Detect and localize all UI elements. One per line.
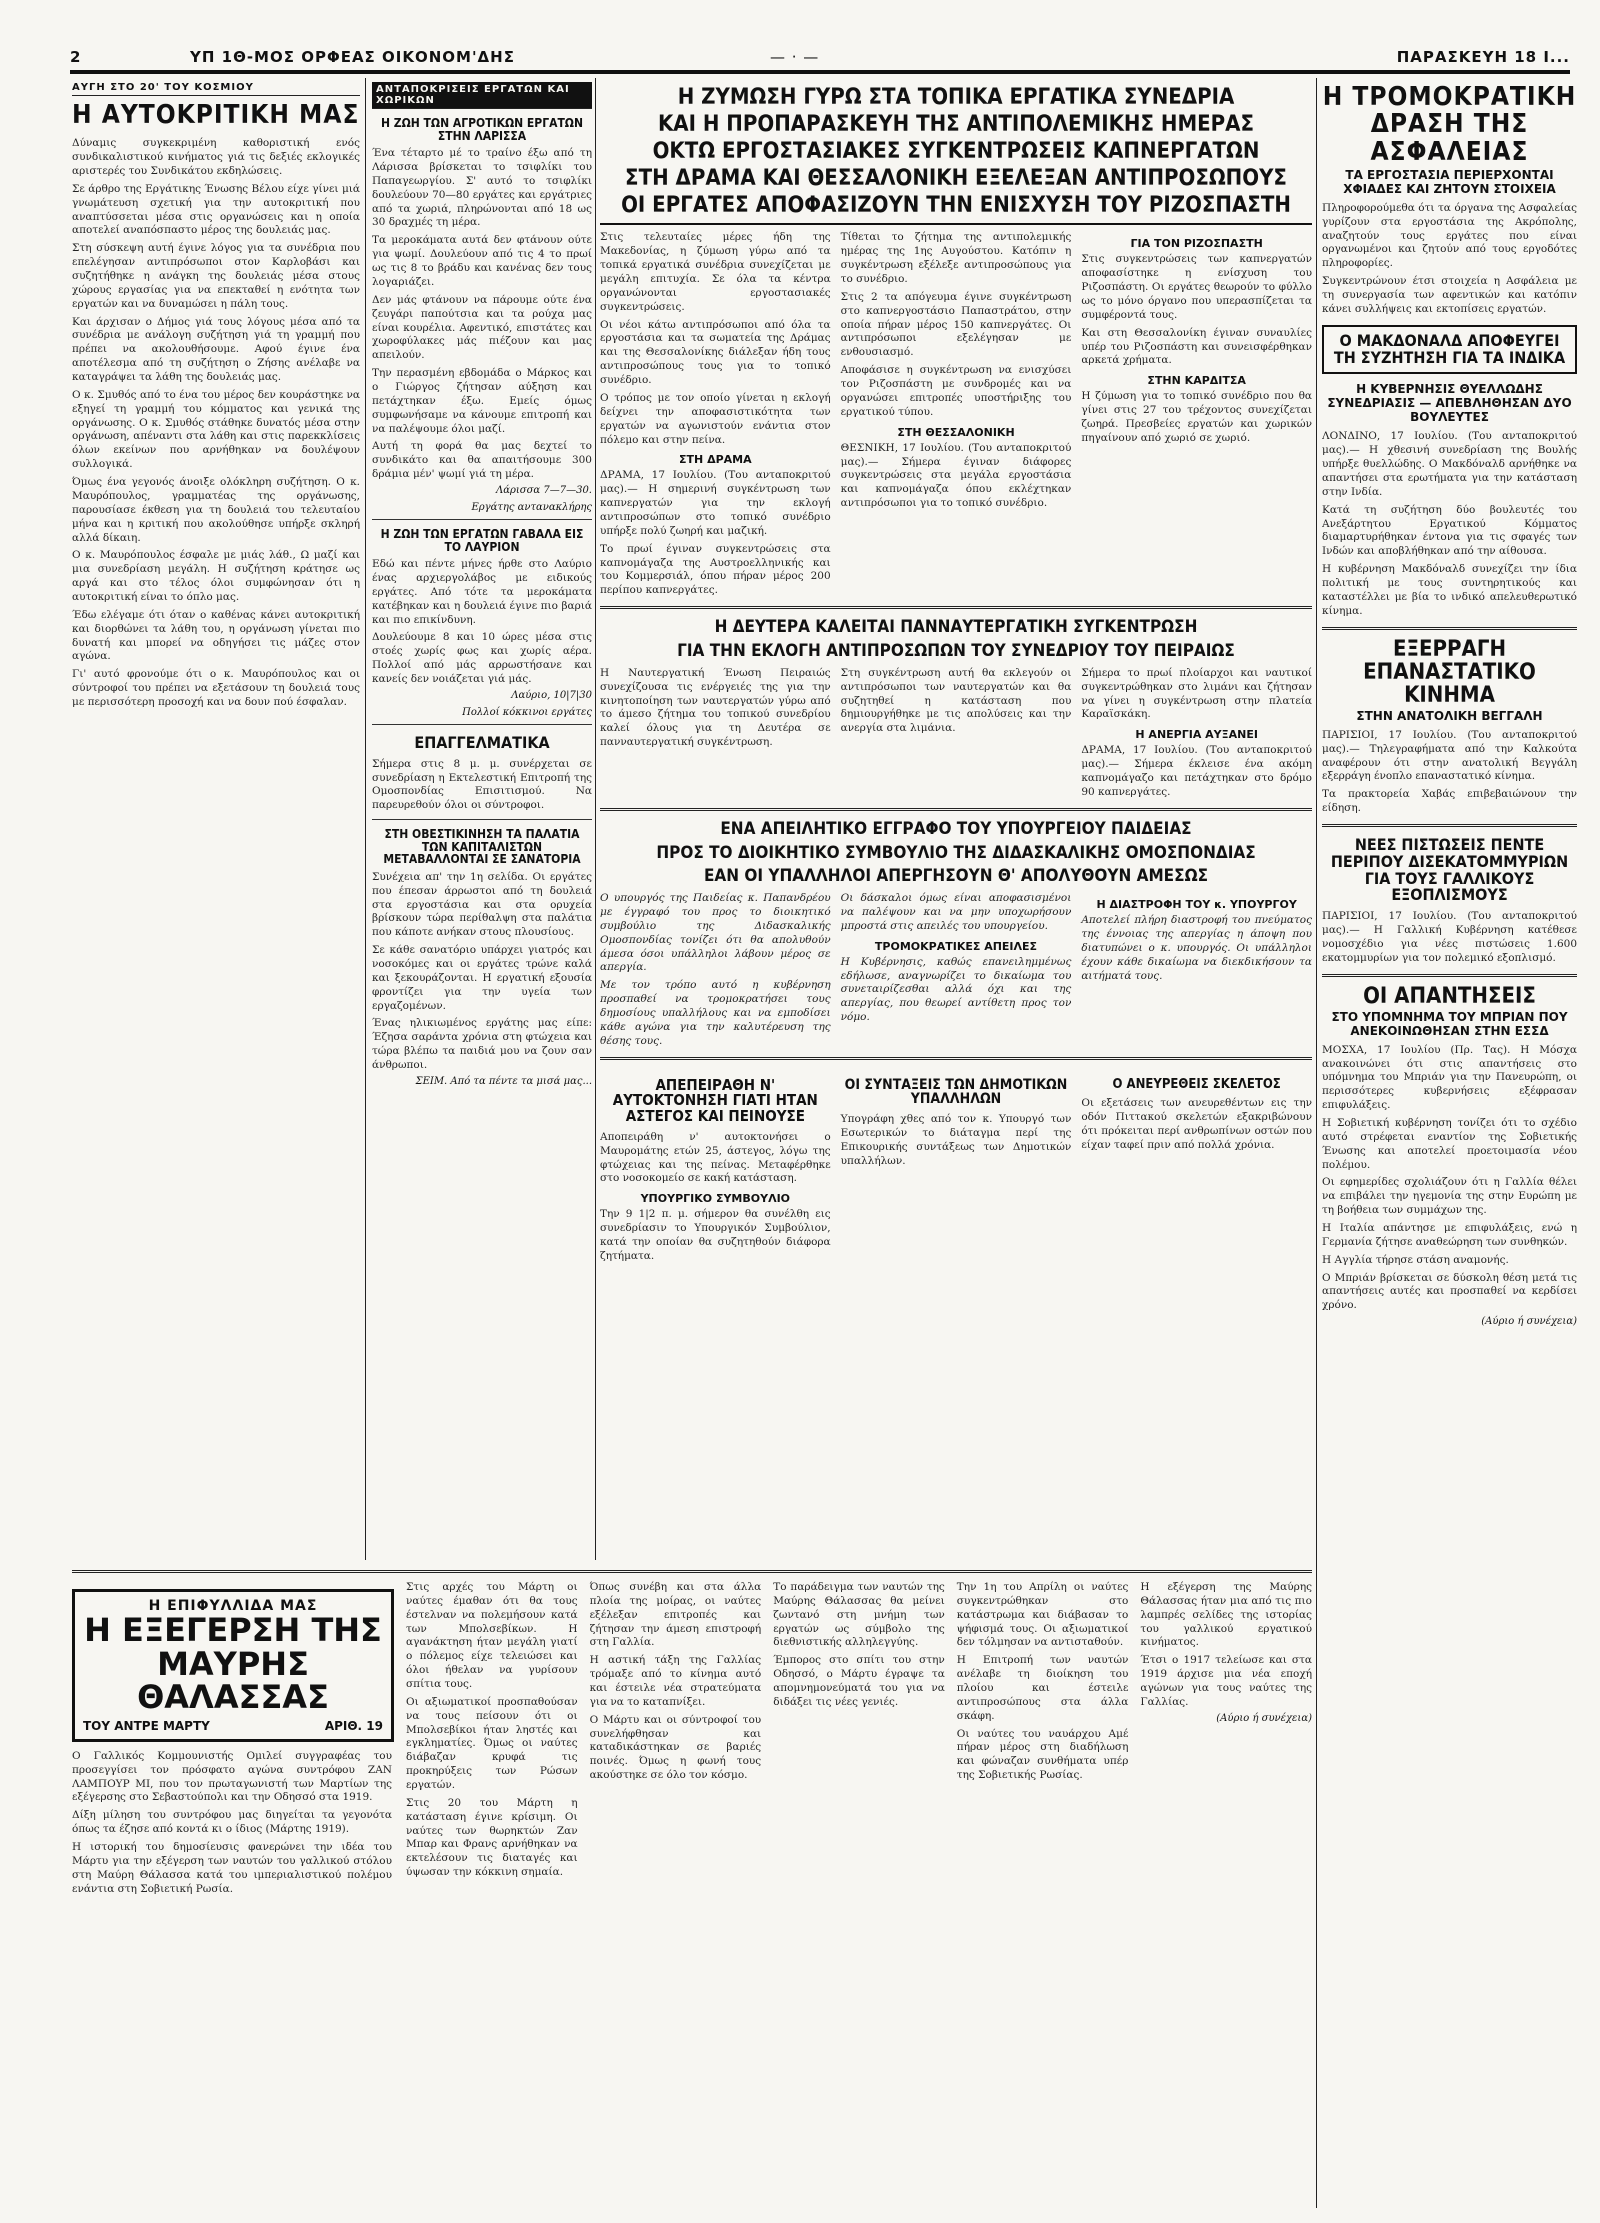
paragraph: Η εξέγερση της Μαύρης Θάλασσας ήταν μια από τις πιο λαμπρές σελίδες της ιστορίας του γαλλικού εργατικού κινήματος.	[1140, 1581, 1312, 1649]
story-column	[841, 667, 1072, 800]
divider	[72, 1570, 1312, 1573]
article-headline: Η ΔΕΥΤΕΡΑ ΚΑΛΕΙΤΑΙ ΠΑΝΝΑΥΤΕΡΓΑΤΙΚΗ ΣΥΓΚΕΝΤΡΩΣΗ	[714, 617, 1198, 638]
banner-line: ΟΙ ΕΡΓΑΤΕΣ ΑΠΟΦΑΣΙΖΟΥΝ ΤΗΝ ΕΝΙΣΧΥΣΗ ΤΟΥ ΡΙΖΟΣΠΑΣΤΗ	[621, 193, 1291, 219]
article-headline: ΕΞΕΡΡΑΓΗ ΕΠΑΝΑΣΤΑΤΙΚΟ ΚΙΝΗΜΑ	[1363, 636, 1536, 708]
paragraph: Έδω ελέγαμε ότι όταν ο καθένας κάνει αυτοκριτική και διορθώνει τα λάθη του, η οργάνωση γίνεται πιο δυνατή και μπορεί να οδηγήσει τις μάζες στον αγώνα.	[72, 608, 360, 663]
paragraph: Ένας ηλικιωμένος εργάτης μας είπε: Έζησα σαράντα χρόνια στη φτώχεια και τώρα βλέπω τα παιδιά μου να ζουν σαν άνθρωποι.	[372, 1017, 592, 1072]
divider	[600, 1057, 1312, 1060]
paragraph: Δίξη μίληση του συντρόφου μας διηγείται τα γεγονότα όπως τα έζησε από κοντά κι ο ίδιος (Μάρτης 1919).	[72, 1809, 392, 1836]
divider	[372, 519, 592, 520]
paragraph: Στη συγκέντρωση αυτή θα εκλεγούν οι αντιπρόσωποι των ναυτεργατών και θα συζητηθεί η κατάσταση που δημιουργήθηκε με τις απολύσεις και την ανεργία στα λιμάνια.	[840, 666, 1072, 735]
paragraph: Την 9 1|2 π. μ. σήμερον θα συνέλθη εις συνεδρίασιν το Υπουργικόν Συμβούλιον, κατά την οποίαν θα συζητηθούν διάφορα ζητήματα.	[600, 1208, 831, 1262]
serial-title: Η ΕΞΕΓΕΡΣΗ ΤΗΣ ΜΑΥΡΗΣ ΘΑΛΑΣΣΑΣ	[84, 1611, 382, 1717]
story-column	[841, 231, 1072, 598]
paragraph: ΜΟΣΧΑ, 17 Ιουλίου (Πρ. Τας). Η Μόσχα ανακοινώνει ότι στις απαντήσεις στο υπόμνημα του Μπριάν για την Πανευρώπη, οι περισσότερες κυβερνήσεις εξέφρασαν επιφυλάξεις.	[1322, 1043, 1577, 1112]
story-column	[600, 1068, 831, 1264]
paragraph: Ο κ. Μαυρόπουλος έσφαλε με μιάς λάθ., Ω μαζί και μια συνεδρίαση μεγάλη. Η συζήτηση κράτησε ως αργά και στο τέλος όλοι συμφώνησαν ότι η αυτοκριτική είναι το όπλο μας.	[72, 549, 360, 603]
paragraph: Δύναμις συγκεκριμένη καθοριστική ενός συνδικαλιστικού κινήματος γιά τις δεξιές εκλογικές αριστερές του Συνδικάτου εκδηλώσεις.	[72, 137, 360, 178]
article-headline: ΕΑΝ ΟΙ ΥΠΑΛΛΗΛΟΙ ΑΠΕΡΓΗΣΟΥΝ Θ' ΑΠΟΛΥΘΟΥΝ ΑΜΕΣΩΣ	[703, 866, 1209, 887]
paragraph: ΔΡΑΜΑ, 17 Ιουλίου. (Του ανταποκριτού μας).— Η σημερινή συγκέντρωση των καπνεργατών για την εκλογή αντιπροσώπων στο τοπικό συνέδριο υπήρξε πολύ ζωηρή και μαζική.	[600, 469, 831, 537]
paragraph: Οι αξιωματικοί προσπαθούσαν να τους πείσουν ότι οι Μπολσεβίκοι ήταν ληστές και εγκληματίες. Όμως οι ναύτες διάβαζαν κρυφά τις προκηρύξεις των Ρώσων εργατών.	[406, 1695, 578, 1792]
paragraph: Στις 2 τα απόγευμα έγινε συγκέντρωση στο καπνεργοστάσιο Παπαστράτου, στην οποία πήραν μέρος 150 καπνεργάτες. Οι αντιπρόσωποι εξελέγησαν με ενθουσιασμό.	[840, 290, 1072, 359]
continuation-note: (Αύριο ή συνέχεια)	[1216, 1712, 1312, 1724]
story-column	[406, 1581, 578, 1896]
signature: Πολλοί κόκκινοι εργάτες	[462, 706, 592, 718]
story-column	[773, 1581, 945, 1896]
story-column	[1081, 667, 1312, 800]
paragraph: Αποτελεί πλήρη διαστροφή του πνεύματος της έννοιας της απεργίας η άποψη που διατυπώνει ο κ. υπουργός. Οι υπάλληλοι έχουν κάθε δικαίωμα να διεκδικήσουν τα αιτήματά τους.	[1081, 914, 1312, 982]
paragraph: Και στη Θεσσαλονίκη έγιναν συναυλίες υπέρ του Ριζοσπάστη και συνεισφέρθηκαν αρκετά χρήματα.	[1081, 326, 1312, 367]
subhead: ΥΠΟΥΡΓΙΚΟ ΣΥΜΒΟΥΛΙΟ	[640, 1192, 791, 1206]
story-column	[1081, 231, 1312, 598]
paragraph: Ένα τέταρτο μέ το τραίνο έξω από τη Λάρισσα βρίσκεται το τσιφλίκι του Παπαγεωργίου. Σ' αυτό το τσιφλίκι δουλεύουν 70—80 εργάτες και εργάτριες από τα χωριά, πληρώνονται από 18 ως 30 δραχμές τη μέρα.	[372, 147, 592, 229]
column-foreign-news	[1322, 82, 1577, 2202]
paragraph: Στις συγκεντρώσεις των καπνεργατών αποφασίστηκε η ενίσχυση του Ριζοσπάστη. Οι εργάτες θεωρούν το φύλλο ως το μόνο όργανο που υπερασπίζεται τα συμφέροντά τους.	[1081, 253, 1312, 321]
column-correspondence	[372, 82, 592, 1560]
paragraph: Οι νέοι κάτω αντιπρόσωποι από όλα τα εργοστάσια και τα σωματεία της Δράμας και της Θεσσαλονίκης διάλεξαν ήδη τους αντιπροσώπους τους για το τοπικό συνέδριο.	[600, 318, 831, 387]
banner-line: ΚΑΙ Η ΠΡΟΠΑΡΑΣΚΕΥΗ ΤΗΣ ΑΝΤΙΠΟΛΕΜΙΚΗΣ ΗΜΕΡΑΣ	[657, 112, 1255, 138]
paragraph: Οι εξετάσεις των ανευρεθέντων εις την οδόν Πιττακού σκελετών εξακριβώνουν ότι πρόκειται περί ανθρωπίνων οστών που είχαν ταφεί πριν από πολλά χρόνια.	[1081, 1097, 1312, 1151]
paragraph: Όπως συνέβη και στα άλλα πλοία της μοίρας, οι ναύτες εξέλεξαν επιτροπές και ζήτησαν την άμεση επιστροφή στη Γαλλία.	[589, 1581, 762, 1649]
banner-line: ΣΤΗ ΔΡΑΜΑ ΚΑΙ ΘΕΣΣΑΛΟΝΙΚΗ ΕΞΕΛΕΞΑΝ ΑΝΤΙΠΡΟΣΩΠΟΥΣ	[625, 166, 1287, 192]
story-column	[590, 1581, 762, 1896]
front-news-block	[600, 82, 1312, 1560]
story-column	[600, 667, 831, 800]
paragraph: Αυτή τη φορά θα μας δεχτεί το συνδικάτο και θα απαιτήσουμε 300 δράμια μέν' ψωμί γιά τη μέρα.	[372, 440, 592, 481]
subheadline: Η ΚΥΒΕΡΝΗΣΙΣ ΘΥΕΛΛΩΔΗΣ ΣΥΝΕΔΡΙΑΣΙΣ — ΑΠΕΒΛΗΘΗΣΑΝ ΔΥΟ ΒΟΥΛΕΥΤΕΣ	[1327, 382, 1572, 425]
paragraph: ΔΡΑΜΑ, 17 Ιουλίου. (Του ανταποκριτού μας).— Σήμερα έκλεισε ένα ακόμη καπνομάγαζο και πετάχτηκαν στο δρόμο 90 καπνεργάτες.	[1081, 744, 1312, 798]
paragraph: Κατά τη συζήτηση δύο βουλευτές του Ανεξάρτητου Εργατικού Κόμματος διαμαρτυρήθηκαν έντονα για τις σφαγές των Ινδών και αποβλήθηκαν από την αίθουσα.	[1322, 503, 1577, 558]
column-rule	[1316, 78, 1317, 2208]
paragraph: Ο Μπριάν βρίσκεται σε δύσκολη θέση μετά τις απαντήσεις αυτές και προσπαθεί να κερδίσει χρόνο.	[1322, 1271, 1577, 1312]
divider	[1322, 627, 1577, 630]
signature: Εργάτης αντανακλήρης	[471, 501, 592, 513]
paragraph: Η Κυβέρνησις, καθώς επανειλημμένως εδήλωσε, αναγνωρίζει το δικαίωμα του συνεταιρίζεσθαι αλλά όχι και της απεργίας, που θεωρεί αντίθετη προς τον νόμο.	[840, 955, 1072, 1024]
paragraph: Την περασμένη εβδομάδα ο Μάρκος και ο Γιώργος ζήτησαν αύξηση και πετάχτηκαν έξω. Εμείς όμως συμφωνήσαμε να κάνουμε επιτροπή και να παλέψουμε όλοι μαζί.	[372, 367, 592, 435]
story-column	[1081, 892, 1312, 1048]
serial-section	[72, 1570, 1312, 2210]
paragraph: Δεν μάς φτάνουν να πάρουμε ούτε ένα ζευγάρι παπούτσια και τα ρούχα μας είναι κουρέλια. Αφεντικό, επιστάτες και χωροφύλακες μάς πιέζουν και μας απειλούν.	[372, 293, 592, 362]
lead-story-columns	[600, 231, 1312, 598]
article-headline: ΓΙΑ ΤΗΝ ΕΚΛΟΓΗ ΑΝΤΙΠΡΟΣΩΠΩΝ ΤΟΥ ΣΥΝΕΔΡΙΟΥ ΤΟΥ ΠΕΙΡΑΙΩΣ	[677, 640, 1235, 661]
article-headline: Η ΑΥΤΟΚΡΙΤΙΚΗ ΜΑΣ	[72, 100, 360, 130]
paragraph: Στη σύσκεψη αυτή έγινε λόγος για τα συνέδρια που επελέγησαν αντιπρόσωποι στον Καρλοβάσι και συζητήθηκε η ανάγκη της δουλειάς μέσα στους χώρους εργασίας για να επεκταθεί η ενότητα των εργατών και να δυναμώσει η πάλη τους.	[72, 242, 360, 310]
paragraph: Την 1η του Απρίλη οι ναύτες συγκεντρώθηκαν στο κατάστρωμα και διάβασαν το ψήφισμά τους. Οι αξιωματικοί δεν τόλμησαν να αντισταθούν.	[956, 1581, 1129, 1649]
paragraph: Γι' αυτό φρονούμε ότι ο κ. Μαυρόπουλος και οι σύντροφοί του πρέπει να εξετάσουν τη δουλειά τους με περισσότερη προσοχή και να δουν πού έσφαλαν.	[72, 668, 360, 708]
paragraph: Η Ιταλία απάντησε με επιφυλάξεις, ενώ η Γερμανία ζήτησε αναθεώρηση των συνθηκών.	[1322, 1222, 1577, 1248]
subheadline: ΣΤΟ ΥΠΟΜΝΗΜΑ ΤΟΥ ΜΠΡΙΑΝ ΠΟΥ ΑΝΕΚΟΙΝΩΘΗΣΑΝ ΣΤΗΝ ΕΣΣΔ	[1331, 1009, 1568, 1038]
paragraph: Σε κάθε σανατόριο υπάρχει γιατρός και νοσοκόμες και οι εργάτες τρώνε καλά και ξεκουράζονται. Η εργατική εξουσία φροντίζει για την υγεία των εργαζομένων.	[372, 944, 592, 1012]
column-rule	[595, 78, 596, 1560]
paragraph: Υπογράφη χθες από τον κ. Υπουργό των Εσωτερικών το διάταγμα περί της Επικουρικής συντάξεως των Δημοτικών υπαλλήλων.	[840, 1113, 1072, 1167]
article-headline: ΠΡΟΣ ΤΟ ΔΙΟΙΚΗΤΙΚΟ ΣΥΜΒΟΥΛΙΟ ΤΗΣ ΔΙΔΑΣΚΑΛΙΚΗΣ ΟΜΟΣΠΟΝΔΙΑΣ	[656, 842, 1256, 863]
subhead: ΤΡΟΜΟΚΡΑΤΙΚΕΣ ΑΠΕΙΛΕΣ	[874, 939, 1038, 953]
article-headline: ΟΙ ΣΥΝΤΑΞΕΙΣ ΤΩΝ ΔΗΜΟΤΙΚΩΝ ΥΠΑΛΛΗΛΩΝ	[844, 1076, 1068, 1108]
serial-kicker: Η ΕΠΙΦΥΛΛΙΔΑ ΜΑΣ	[148, 1598, 318, 1614]
serial-body-columns	[406, 1581, 1312, 1896]
paragraph: Η ιστορική του δημοσίευσις φανερώνει την ιδέα του Μάρτυ για την εξέγερση των ναυτών του γαλλικού στόλου στη Μαύρη Θάλασσα κατά του ιμπεριαλιστικού πολέμου ενάντια στη Σοβιετική Ρωσία.	[72, 1840, 392, 1895]
paragraph: Οι ναύτες του ναυάρχου Αμέ πήραν μέρος στη διαδήλωση και φώναζαν συνθήματα υπέρ της Σοβιετικής Ρωσίας.	[956, 1727, 1129, 1782]
subheadline: ΣΤΗΝ ΑΝΑΤΟΛΙΚΗ ΒΕΓΓΑΛΗ	[1356, 708, 1543, 723]
subhead: ΓΙΑ ΤΟΝ ΡΙΖΟΣΠΑΣΤΗ	[1130, 237, 1263, 251]
paragraph: Έτσι ο 1917 τελείωσε και στα 1919 άρχισε μια νέα εποχή αγώνων για τους ναύτες της Γαλλίας.	[1140, 1654, 1312, 1708]
editor-line: ΥΠ 1Θ-ΜΟΣ ΟΡΦΕΑΣ ΟΙΚΟΝΟΜ'ΔΗΣ	[190, 48, 515, 66]
article-headline: Η ΤΡΟΜΟΚΡΑΤΙΚΗ ΔΡΑΣΗ ΤΗΣ ΑΣΦΑΛΕΙΑΣ	[1322, 82, 1577, 167]
main-banner	[600, 86, 1312, 225]
section-headline: ΕΠΑΓΓΕΛΜΑΤΙΚΑ	[414, 732, 550, 752]
article-headline: ΕΝΑ ΑΠΕΙΛΗΤΙΚΟ ΕΓΓΡΑΦΟ ΤΟΥ ΥΠΟΥΡΓΕΙΟΥ ΠΑΙΔΕΙΑΣ	[720, 818, 1192, 839]
column-rule	[365, 78, 366, 1560]
paragraph: Οι εφημερίδες σχολιάζουν ότι η Γαλλία θέλει να επιβάλει την ηγεμονία της στην Ευρώπη με τη βοήθεια των συμμάχων της.	[1322, 1176, 1577, 1217]
paragraph: Στις τελευταίες μέρες ήδη της Μακεδονίας, η ζύμωση γύρω από τα τοπικά εργατικά συνέδρια συνεχίζεται με μεγάλη επιτυχία. Σε όλα τα κέντρα οργανώνονται εργοστασιακές συγκεντρώσεις.	[600, 231, 831, 313]
paragraph: Η κυβέρνηση Μακδόναλδ συνεχίζει την ίδια πολιτική με τους συντηρητικούς και καταστέλλει με βία το ινδικό απελευθερωτικό κίνημα.	[1322, 563, 1577, 617]
serial-layout	[72, 1581, 1312, 1896]
paragraph: ΠΑΡΙΣΙΟΙ, 17 Ιουλίου. (Του ανταποκριτού μας).— Η Γαλλική Κυβέρνηση κατέθεσε νομοσχέδιο για νέες πιστώσεις 1.600 εκατομμυρίων για τον πολεμικό εξοπλισμό.	[1322, 910, 1577, 964]
column-kicker: ΑΥΓΗ ΣΤΟ 20' ΤΟΥ ΚΟΣΜΙΟΥ	[72, 82, 360, 96]
paragraph: Η αστική τάξη της Γαλλίας τρόμαξε από το κίνημα αυτό και έστειλε νέα στρατεύματα για να το καταπνίξει.	[589, 1654, 762, 1708]
story-column	[841, 1068, 1072, 1264]
paragraph: Εδώ και πέντε μήνες ήρθε στο Λαύριο ένας αρχιεργολάβος με ειδικούς εργάτες. Από τότε τα μεροκάματα κατέβηκαν και η δουλειά έγινε πιο βαριά και πιο επικίνδυνη.	[372, 558, 592, 626]
article-headline: Η ΖΩΗ ΤΩΝ ΕΡΓΑΤΩΝ ΓΑΒΑΛΑ ΕΙΣ ΤΟ ΛΑΥΡΙΟΝ	[380, 526, 584, 554]
paragraph: Ο τρόπος με τον οποίο γίνεται η εκλογή δείχνει την αποφασιστικότητα των εργατών να αγωνιστούν ενάντια στον πόλεμο και στην πείνα.	[600, 391, 831, 446]
column-self-criticism	[72, 82, 360, 1560]
banner-line: ΟΚΤΩ ΕΡΓΟΣΤΑΣΙΑΚΕΣ ΣΥΓΚΕΝΤΡΩΣΕΙΣ ΚΑΠΝΕΡΓΑΤΩΝ	[652, 139, 1260, 165]
subhead: ΣΤΗ ΘΕΣΣΑΛΟΝΙΚΗ	[897, 425, 1015, 439]
paragraph: Το πρωί έγιναν συγκεντρώσεις στα καπνομάγαζα της Αυστροελληνικής και του Κομμερσιάλ, όπου πήραν μέρος 200 περίπου καπνεργάτες.	[600, 542, 831, 597]
issue-date: ΠΑΡΑΣΚΕΥΗ 18 Ι...	[1396, 48, 1570, 66]
subhead: Η ΑΝΕΡΓΙΑ ΑΥΞΑΝΕΙ	[1135, 728, 1258, 742]
subhead: ΣΤΗ ΔΡΑΜΑ	[679, 453, 752, 467]
banner-line: Η ΖΥΜΩΣΗ ΓΥΡΩ ΣΤΑ ΤΟΠΙΚΑ ΕΡΓΑΤΙΚΑ ΣΥΝΕΔΡΙΑ	[677, 85, 1235, 110]
dateline: Λαύριο, 10|7|30	[511, 689, 592, 701]
boxed-headline	[1322, 325, 1577, 375]
paragraph: Αποφάσισε η συγκέντρωση να ενισχύσει τον Ριζοσπάστη με συνδρομές και να οργανώσει επιτροπές υποστήριξης του εργατικού τύπου.	[840, 364, 1072, 418]
subhead: Η ΔΙΑΣΤΡΟΦΗ ΤΟΥ κ. ΥΠΟΥΡΓΟΥ	[1096, 898, 1297, 912]
paragraph: ΛΟΝΔΙΝΟ, 17 Ιουλίου. (Του ανταποκριτού μας).— Η χθεσινή συνεδρίαση της Βουλής υπήρξε θυελλώδης. Ο Μακδόναλδ αρνήθηκε να απαντήσει στα ερωτήματα για την κατάσταση στην Ινδία.	[1322, 430, 1577, 498]
divider	[600, 606, 1312, 609]
paragraph: Αποπειράθη ν' αυτοκτονήσει ο Μαυρομάτης ετών 25, άστεγος, λόγω της φτώχειας και της πείνας. Μεταφέρθηκε στο νοσοκομείο σε κακή κατάσταση.	[600, 1130, 831, 1185]
divider	[600, 808, 1312, 811]
paragraph: Η Ναυτεργατική Ένωση Πειραιώς συνεχίζουσα τις ενέργειές της για την κινητοποίηση των ναυτεργατών γύρω από το άμεσο ζήτημα του τοπικού συνεδρίου καλεί όλους για τη Δευτέρα σε πανναυτεργατική συγκέντρωση.	[600, 666, 831, 749]
ministry-columns	[600, 892, 1312, 1048]
paragraph: Στις 20 του Μάρτη η κατάσταση έγινε κρίσιμη. Οι ναύτες των θωρηκτών Ζαν Μπαρ και Φρανς αρνήθηκαν να εκτελέσουν τις διαταγές και ύψωσαν την κόκκινη σημαία.	[406, 1796, 578, 1879]
paragraph: Σε άρθρο της Εργάτικης Ένωσης Βέλου είχε γίνει μιά γνωμάτευση σχετική για την αυτοκριτική που αναπτύσσεται μέσα στις οργανώσεις και η οποία αποτελεί αναπόσπαστο μέρος της δουλειάς μας.	[72, 182, 360, 237]
paragraph: Η Σοβιετική κυβέρνηση τονίζει ότι το σχέδιο αυτό στρέφεται εναντίον της Σοβιετικής Ένωσης και αποτελεί προετοιμασία νέου πολέμου.	[1322, 1116, 1577, 1171]
article-body	[72, 137, 360, 710]
subhead: ΣΤΗΝ ΚΑΡΔΙΤΣΑ	[1147, 374, 1246, 388]
page-number: 2	[70, 48, 82, 66]
paragraph: Και άρχισαν ο Δήμος γιά τους λόγους μέσα από τα συνέδρια με ανάλογη συζήτηση γιά τη γραμμή που πρέπει να ακολουθήσουμε. Αφού έγινε ένα αποτέλεσμα από τη συζήτηση ο Ζήσης ανέλαβε να καταγράψει τα λάθη της δουλειάς μας.	[72, 315, 360, 384]
paragraph: Έμπορος στο σπίτι του στην Οδησσό, ο Μάρτυ έγραψε τα απομνημονεύματά του για να διδάξει τις νέες γενιές.	[773, 1654, 945, 1708]
article-headline: ΝΕΕΣ ΠΙΣΤΩΣΕΙΣ ΠΕΝΤΕ ΠΕΡΙΠΟΥ ΔΙΣΕΚΑΤΟΜΜΥΡΙΩΝ ΓΙΑ ΤΟΥΣ ΓΑΛΛΙΚΟΥΣ ΕΞΟΠΛΙΣΜΟΥΣ	[1330, 834, 1569, 905]
serial-author: ΤΟΥ ΑΝΤΡΕ ΜΑΡΤΥ	[83, 1718, 210, 1733]
story-column	[600, 231, 831, 598]
paragraph: Τα πρακτορεία Χαβάς επιβεβαιώνουν την είδηση.	[1322, 788, 1577, 815]
paragraph: Ο Γαλλικός Κομμουνιστής Ομιλεί συγγραφέας του προσεγγίσει τον πρόσφατο αγώνα συντρόφου ΖΑΝ ΛΑΜΠΟΥΡ ΜΙ, που τον πρωταγωνιστή των Μαρτίων της εξέγερσης στο Σεβαστούπολι και την Οδησσό στα 1919.	[72, 1749, 392, 1804]
serial-intro-column	[72, 1581, 392, 1896]
story-column	[1140, 1581, 1312, 1896]
subheadline: ΤΑ ΕΡΓΟΣΤΑΣΙΑ ΠΕΡΙΕΡΧΟΝΤΑΙ ΧΦΙΑΔΕΣ ΚΑΙ ΖΗΤΟΥΝ ΣΤΟΙΧΕΙΑ	[1343, 167, 1556, 196]
paragraph: Με τον τρόπο αυτό η κυβέρνηση προσπαθεί να τρομοκρατήσει τους δημοσίους υπαλλήλους και να εμποδίσει κάθε αγώνα για την καλυτέρευση της θέσης τους.	[600, 979, 831, 1047]
short-news-row	[600, 1068, 1312, 1264]
paragraph: Η Αγγλία τήρησε στάση αναμονής.	[1322, 1253, 1509, 1266]
signature: ΣΕΙΜ. Από τα πέντε τα μισά μας...	[415, 1075, 592, 1087]
serial-number: ΑΡΙΘ. 19	[324, 1718, 383, 1733]
paragraph: Οι δάσκαλοι όμως είναι αποφασισμένοι να παλέψουν και να μην υποχωρήσουν μπροστά στις απειλές του υπουργείου.	[840, 892, 1072, 932]
paragraph: Συγκεντρώνουν έτσι στοιχεία η Ασφάλεια με τη συνεργασία των αφεντικών και κατόπιν κάνει συλλήψεις και εκτοπίσεις εργατών.	[1322, 275, 1577, 315]
divider	[372, 819, 592, 820]
story-column	[1081, 1068, 1312, 1264]
paragraph: Η ζύμωση για το τοπικό συνέδριο που θα γίνει στις 27 του τρέχοντος συνεχίζεται ζωηρά. Πρεσβείες εργατών και χωρικών πηγαίνουν από χωριό σε χωριό.	[1081, 390, 1312, 444]
paragraph: Τα μεροκάματα αυτά δεν φτάνουν ούτε για ψωμί. Δουλεύουν από τις 4 το πρωί ως τις 8 το βράδυ και κανένας δεν τους λογαριάζει.	[372, 234, 592, 288]
article-headline: ΟΙ ΑΠΑΝΤΗΣΕΙΣ	[1363, 983, 1536, 1009]
paragraph: Η Επιτροπή των ναυτών ανέλαβε τη διοίκηση του πλοίου και έστειλε αντιπροσώπους στα άλλα σκάφη.	[956, 1654, 1129, 1722]
continuation-note: (Αύριο ή συνέχεια)	[1481, 1316, 1577, 1328]
divider	[1322, 824, 1577, 827]
masthead-ornament: — · —	[770, 48, 820, 66]
paragraph: Σήμερα στις 8 μ. μ. συνέρχεται σε συνεδρίαση η Εκτελεστική Επιτροπή της Ομοσπονδίας Επισιτισμού. Να παρευρεθούν όλοι οι σύντροφοι.	[372, 757, 592, 812]
paragraph: Ο υπουργός της Παιδείας κ. Παπανδρέου με έγγραφό του προς το διοικητικό συμβούλιο της Διδασκαλικής Ομοσπονδίας τονίζει ότι θα απολυθούν άμεσα όσοι υπάλληλοι λάβουν μέρος σε απεργία.	[600, 892, 831, 974]
paragraph: Δουλεύουμε 8 και 10 ώρες μέσα στις στοές χωρίς φως και χωρίς αέρα. Πολλοί από μάς αρρωστήσανε και κανείς δεν νοιάζεται γιά μάς.	[372, 631, 592, 686]
divider	[1322, 974, 1577, 977]
piraeus-columns	[600, 667, 1312, 800]
serial-title-box	[72, 1589, 394, 1742]
story-column	[841, 892, 1072, 1048]
article-headline: Η ΖΩΗ ΤΩΝ ΑΓΡΟΤΙΚΩΝ ΕΡΓΑΤΩΝ ΣΤΗΝ ΛΑΡΙΣΣΑ	[380, 116, 584, 143]
paragraph: Στις αρχές του Μάρτη οι ναύτες έμαθαν ότι θα τους έστελναν να πολεμήσουν κατά των Μπολσεβίκων. Η αγανάκτηση ήταν μεγάλη γιατί ο πόλεμος είχε τελειώσει και όλοι ήθελαν να γυρίσουν σπίτια τους.	[406, 1581, 578, 1691]
serial-byline	[83, 1719, 383, 1733]
paragraph: Ο Μάρτυ και οι σύντροφοί του συνελήφθησαν και καταδικάστηκαν σε βαριές ποινές. Όμως η φωνή τους ακούστηκε σε όλο τον κόσμο.	[589, 1713, 762, 1782]
paragraph: Όμως ένα γεγονός άνοιξε ολόκληρη συζήτηση. Ο κ. Μαυρόπουλος, γραμματέας της οργάνωσης, παρουσίασε έκθεση για τη δουλειά του τελευταίου μήνα και η κριτική που ακολούθησε υπήρξε σκληρή αλλά δίκαιη.	[72, 476, 360, 544]
paragraph: ΠΑΡΙΣΙΟΙ, 17 Ιουλίου. (Του ανταποκριτού μας).— Τηλεγραφήματα από την Καλκούτα αναφέρουν ότι στην ανατολική Βεγγάλη εξερράγη ένοπλο επαναστατικό κίνημα.	[1322, 728, 1577, 783]
dateline: Λάρισσα 7—7—30.	[496, 484, 592, 496]
paragraph: Το παράδειγμα των ναυτών της Μαύρης Θάλασσας θα μείνει ζωντανό στη μνήμη των εργατών ως σύμβολο της διεθνιστικής αλληλεγγύης.	[773, 1581, 945, 1649]
paragraph: Σήμερα το πρωί πλοίαρχοι και ναυτικοί συγκεντρώθηκαν στο λιμάνι και ζήτησαν να γίνει η συγκέντρωση στην πλατεία Καραϊσκάκη.	[1081, 666, 1312, 721]
paragraph: Ο κ. Σμυθός από το ένα του μέρος δεν κουράστηκε να εξηγεί τη γραμμή του κόμματος και γενικά της οργάνωσης. Ο κ. Σμυθός στάθηκε δυνατός μέσα στην οργάνωση, απέναντι στα λάθη και στις παρεκκλίσεις όλων εκείνων που αρνήθηκαν να δουλέψουν συλλογικά.	[72, 388, 360, 471]
article-headline: ΣΤΗ ΟΒΕΣΤΙΚΙΝΗΣΗ ΤΑ ΠΑΛΑΤΙΑ ΤΩΝ ΚΑΠΙΤΑΛΙΣΤΩΝ ΜΕΤΑΒΑΛΛΟΝΤΑΙ ΣΕ ΣΑΝΑΤΟΡΙΑ	[383, 827, 581, 867]
masthead-bar	[70, 48, 1570, 74]
article-headline: Ο ΜΑΚΔΟΝΑΛΔ ΑΠΟΦΕΥΓΕΙ ΤΗ ΣΥΖΗΤΗΣΗ ΓΙΑ ΤΑ ΙΝΔΙΚΑ	[1333, 330, 1566, 367]
paragraph: Τίθεται το ζήτημα της αντιπολεμικής ημέρας της 1ης Αυγούστου. Κατόπιν η συγκέντρωση εξέλεξε αντιπροσώπους για το συνέδριο.	[840, 231, 1072, 286]
divider	[372, 724, 592, 725]
article-headline: Ο ΑΝΕΥΡΕΘΕΙΣ ΣΚΕΛΕΤΟΣ	[1112, 1076, 1281, 1092]
paragraph: Συνέχεια απ' την 1η σελίδα. Οι εργάτες που έπεσαν άρρωστοι από τη δουλειά στα εργοστάσια και στα ορυχεία βρίσκουν τώρα περίθαλψη στα παλάτια που κάποτε ανήκαν στους πλουσίους.	[372, 870, 592, 939]
story-column	[600, 892, 831, 1048]
column-kicker: ΑΝΤΑΠΟΚΡΙΣΕΙΣ ΕΡΓΑΤΩΝ ΚΑΙ ΧΩΡΙΚΩΝ	[372, 82, 592, 109]
story-column	[957, 1581, 1129, 1896]
paragraph: Πληροφορούμεθα ότι τα όργανα της Ασφαλείας γυρίζουν στα εργοστάσια της Ακρόπολης, αναζητούν τους εργάτες που είναι οργανωμένοι και ζητούν από τους εργοδότες πληροφορίες.	[1322, 201, 1577, 270]
article-headline: ΑΠΕΠΕΙΡΑΘΗ Ν' ΑΥΤΟΚΤΟΝΗΣΗ ΓΙΑΤΙ ΗΤΑΝ ΑΣΤΕΓΟΣ ΚΑΙ ΠΕΙΝΟΥΣΕ	[612, 1075, 818, 1126]
paragraph: ΘΕΣΝΙΚΗ, 17 Ιουλίου. (Του ανταποκριτού μας).— Σήμερα έγιναν διάφορες συγκεντρώσεις στα μεγάλα εργοστάσια και καπνομάγαζα όπου εκλέχτηκαν αντιπρόσωποι για το τοπικό συνέδριο.	[840, 441, 1072, 510]
